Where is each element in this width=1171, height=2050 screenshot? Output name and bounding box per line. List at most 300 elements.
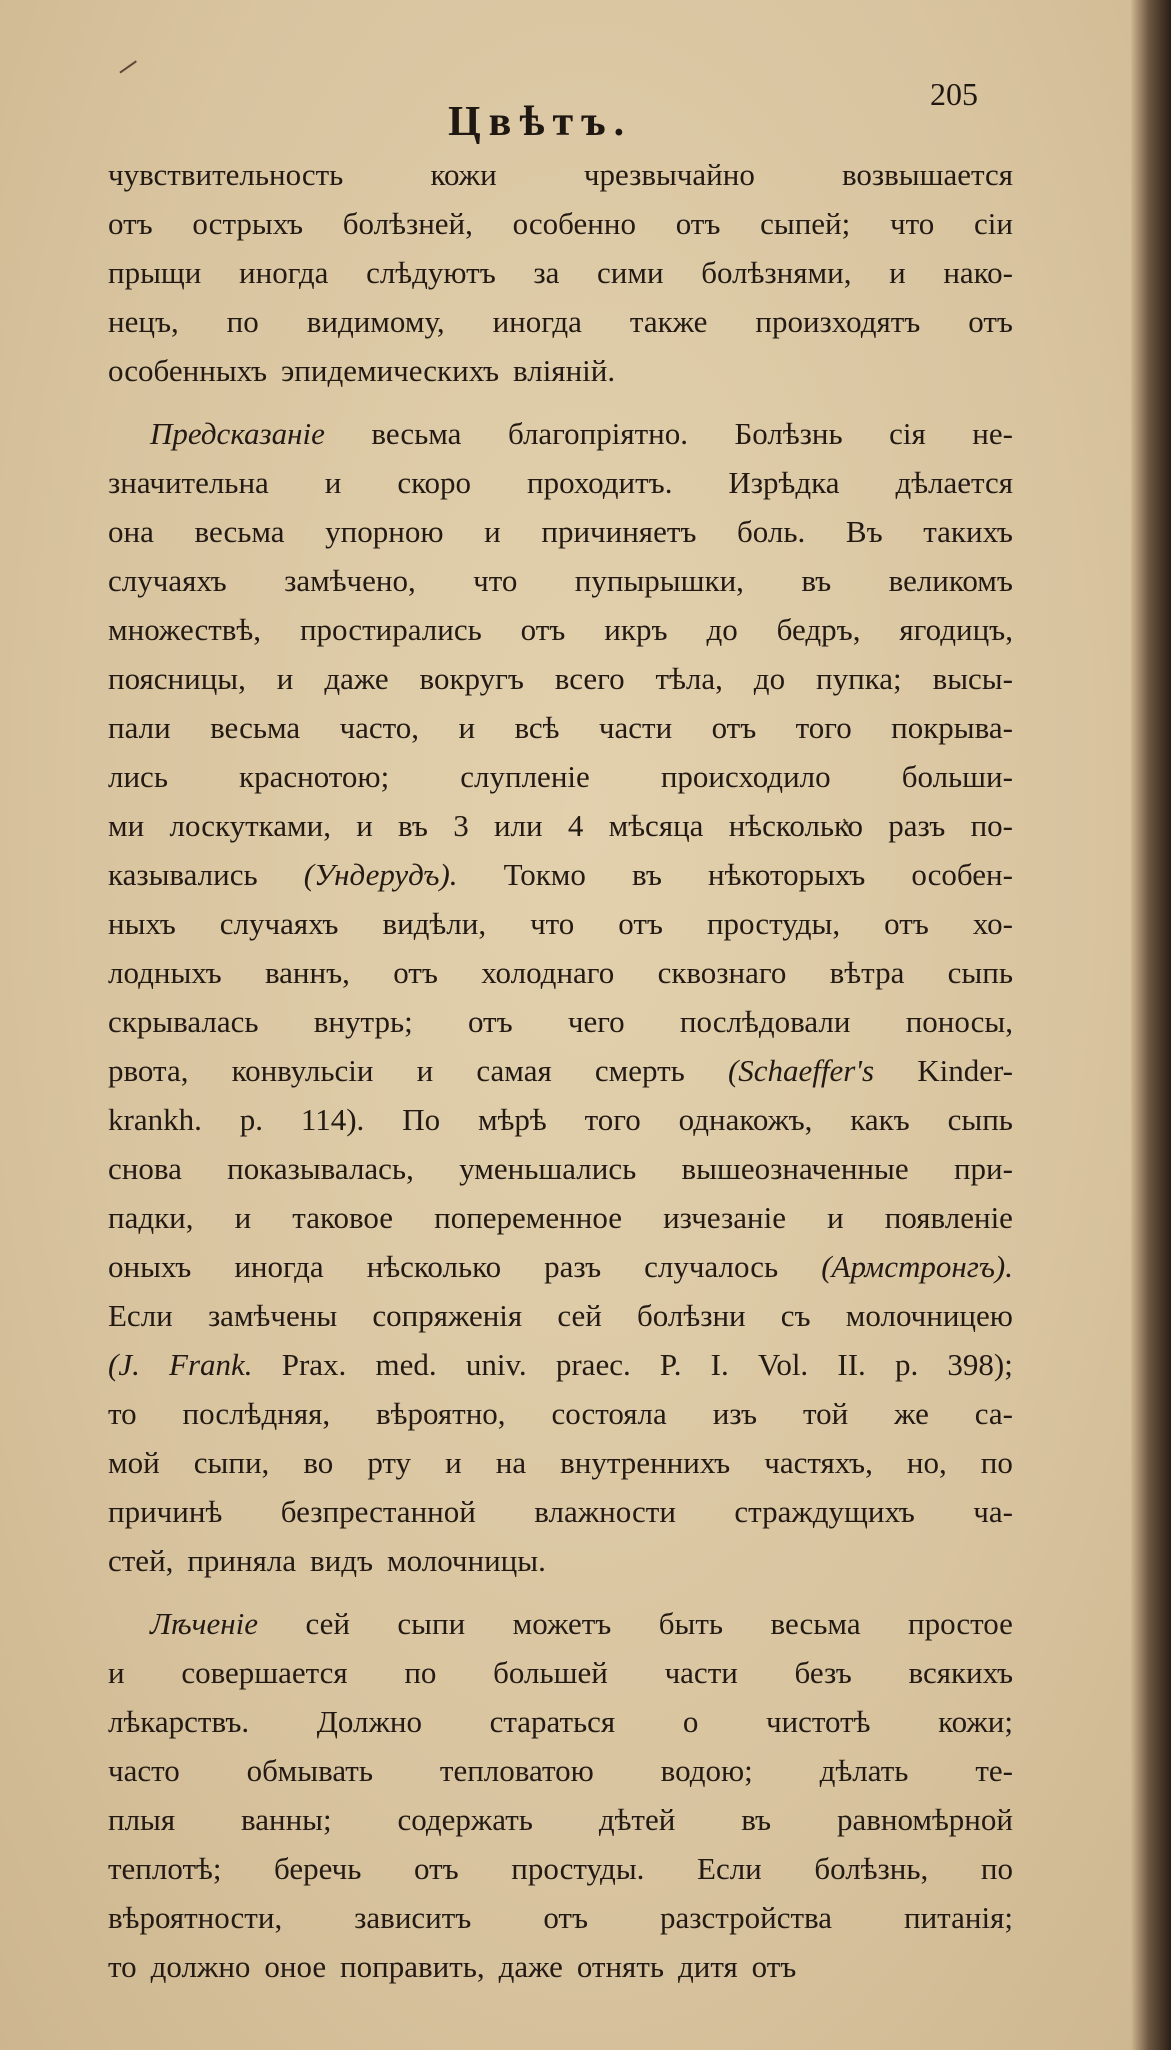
- word: тѣла,: [655, 661, 723, 696]
- word: снова: [108, 1151, 182, 1186]
- word: 398);: [947, 1347, 1013, 1382]
- word: чистотѣ: [765, 1704, 871, 1739]
- word: дитя: [677, 1949, 738, 1984]
- word: сіи: [973, 206, 1013, 241]
- word: стей,: [108, 1543, 174, 1578]
- word: отъ: [520, 612, 566, 647]
- word: P.: [659, 1347, 682, 1382]
- word: по-: [970, 808, 1013, 843]
- text-line: [108, 458, 1013, 507]
- word: дѣлать: [819, 1753, 909, 1788]
- text-line: [108, 150, 1013, 199]
- word: видъ: [310, 1543, 374, 1578]
- word: уменьшались: [459, 1151, 637, 1186]
- word: вокругъ: [419, 661, 524, 696]
- word: болѣзнь,: [814, 1851, 929, 1886]
- word: высы-: [932, 661, 1013, 696]
- word: смерть: [594, 1053, 685, 1088]
- word: иногда: [239, 255, 329, 290]
- word: даже: [498, 1949, 563, 1984]
- word: безпрестанной: [280, 1494, 476, 1529]
- word: поправить,: [340, 1949, 485, 1984]
- word: отъ: [675, 206, 721, 241]
- word: II.: [837, 1347, 866, 1382]
- word: беречь: [274, 1851, 362, 1886]
- word: Въ: [845, 514, 883, 549]
- word: сыпей;: [760, 206, 851, 241]
- word: ваннъ,: [264, 955, 350, 990]
- word: внутрь;: [313, 1004, 413, 1039]
- word: можетъ: [512, 1606, 612, 1641]
- word: Prax.: [281, 1347, 347, 1382]
- text-line: [108, 1242, 1013, 1291]
- word: и: [416, 1053, 434, 1088]
- word: скоро: [397, 465, 472, 500]
- word: великомъ: [888, 563, 1013, 598]
- word: и: [889, 255, 906, 290]
- text-line: [108, 1893, 1013, 1942]
- word: множествѣ,: [108, 612, 262, 647]
- word: той: [802, 1396, 849, 1431]
- word: во: [303, 1445, 334, 1480]
- word: I.: [710, 1347, 729, 1382]
- word: что: [889, 206, 935, 241]
- text-line: [108, 248, 1013, 297]
- word: то: [108, 1396, 137, 1431]
- word: таковое: [292, 1200, 394, 1235]
- word: по: [226, 304, 259, 339]
- word: хо-: [972, 906, 1013, 941]
- word: бедръ,: [776, 612, 861, 647]
- word: простуды.: [511, 1851, 645, 1886]
- word: икръ: [604, 612, 668, 647]
- word: причинѣ: [108, 1494, 223, 1529]
- text-line: [108, 1487, 1013, 1536]
- word: плыя: [108, 1802, 176, 1837]
- word: же: [894, 1396, 929, 1431]
- word: всего: [554, 661, 625, 696]
- word: и: [324, 465, 342, 500]
- word: острыхъ: [192, 206, 304, 241]
- word: отъ: [393, 955, 438, 990]
- word: до: [753, 661, 786, 696]
- word: Лѣченіе: [150, 1606, 258, 1641]
- word: и: [827, 1200, 844, 1235]
- word: лѣкарствъ.: [108, 1704, 250, 1739]
- word: те-: [975, 1753, 1013, 1788]
- word: самая: [476, 1053, 552, 1088]
- word: больши-: [901, 759, 1013, 794]
- text-line: [108, 948, 1013, 997]
- word: оныхъ: [108, 1249, 192, 1284]
- word: сыпь: [947, 1102, 1013, 1137]
- word: (Ундерудъ).: [303, 857, 458, 892]
- word: совершается: [181, 1655, 348, 1690]
- word: о: [682, 1704, 699, 1739]
- word: показывалась,: [227, 1151, 414, 1186]
- text-line: [108, 556, 1013, 605]
- word: весьма: [371, 416, 462, 451]
- word: что: [530, 906, 575, 941]
- word: отнять: [576, 1949, 665, 1984]
- word: болѣзни: [637, 1298, 746, 1333]
- word: появленіе: [884, 1200, 1013, 1235]
- word: изъ: [712, 1396, 758, 1431]
- word: части: [664, 1655, 738, 1690]
- text-line: [108, 1697, 1013, 1746]
- word: случаяхъ: [219, 906, 339, 941]
- word: сыпь: [947, 955, 1013, 990]
- body-text: [108, 150, 1013, 1991]
- word: пупырышки,: [574, 563, 744, 598]
- word: рту: [367, 1445, 412, 1480]
- word: Токмо: [503, 857, 586, 892]
- word: Изрѣдка: [728, 465, 840, 500]
- text-line: [108, 1746, 1013, 1795]
- word: простое: [908, 1606, 1013, 1641]
- pencil-mark: [119, 60, 136, 73]
- word: са-: [974, 1396, 1013, 1431]
- word: нако-: [943, 255, 1013, 290]
- word: отъ: [618, 906, 663, 941]
- word: p.: [239, 1102, 263, 1137]
- word: и: [108, 1655, 125, 1690]
- word: нѣсколько: [728, 808, 864, 843]
- word: 4: [567, 808, 584, 843]
- text-line: [108, 346, 1013, 395]
- word: съ: [780, 1298, 811, 1333]
- word: за: [533, 255, 560, 290]
- word: (J.: [108, 1347, 140, 1382]
- word: изчезаніе: [663, 1200, 787, 1235]
- word: эпидемическихъ: [280, 353, 500, 388]
- word: конвульсіи: [231, 1053, 374, 1088]
- word: но,: [906, 1445, 947, 1480]
- word: послѣдняя,: [182, 1396, 331, 1431]
- word: ныхъ: [108, 906, 176, 941]
- word: состояла: [551, 1396, 667, 1431]
- word: 114).: [300, 1102, 365, 1137]
- word: въ: [801, 563, 832, 598]
- word: дѣтей: [598, 1802, 676, 1837]
- word: рвота,: [108, 1053, 189, 1088]
- word: отъ: [543, 1900, 588, 1935]
- word: поясницы,: [108, 661, 246, 696]
- word: и: [458, 710, 476, 745]
- text-line: [108, 703, 1013, 752]
- word: замѣчено,: [284, 563, 416, 598]
- text-line: [108, 1144, 1013, 1193]
- word: p.: [894, 1347, 919, 1382]
- word: отъ: [413, 1851, 459, 1886]
- text-line: [108, 1389, 1013, 1438]
- word: холоднаго: [481, 955, 615, 990]
- word: пупка;: [816, 661, 902, 696]
- word: разъ: [888, 808, 946, 843]
- word: иногда: [234, 1249, 324, 1284]
- text-line: [108, 850, 1013, 899]
- word: Болѣзнь: [734, 416, 843, 451]
- word: по: [404, 1655, 437, 1690]
- word: водою;: [660, 1753, 753, 1788]
- word: кожи: [430, 157, 497, 192]
- word: сквознаго: [657, 955, 787, 990]
- word: 3: [453, 808, 469, 843]
- word: всѣ: [514, 710, 560, 745]
- word: вліяній.: [513, 353, 616, 388]
- word: особенныхъ: [108, 353, 268, 388]
- word: вѣроятно,: [376, 1396, 506, 1431]
- page-edge-shadow: [1131, 0, 1171, 2050]
- word: не-: [972, 416, 1013, 451]
- word: мой: [108, 1445, 160, 1480]
- word: по: [980, 1851, 1013, 1886]
- word: и: [356, 808, 373, 843]
- word: зависитъ: [354, 1900, 472, 1935]
- text-line: [108, 1536, 1013, 1585]
- word: Должно: [316, 1704, 422, 1739]
- word: и: [234, 1200, 252, 1235]
- word: приняла: [187, 1543, 297, 1578]
- word: часто: [108, 1753, 180, 1788]
- word: случалось: [644, 1249, 779, 1284]
- word: то: [108, 1949, 137, 1984]
- word: упорною: [325, 514, 444, 549]
- word: боль.: [737, 514, 806, 549]
- word: ягодицъ,: [899, 612, 1013, 647]
- page-number: 205: [930, 76, 978, 112]
- word: благопріятно.: [507, 416, 688, 451]
- text-line: [108, 199, 1013, 248]
- word: такихъ: [923, 514, 1013, 549]
- word: мѣсяца: [608, 808, 704, 843]
- word: отъ: [108, 206, 153, 241]
- word: быть: [658, 1606, 724, 1641]
- word: простирались: [299, 612, 482, 647]
- word: произходятъ: [755, 304, 921, 339]
- word: По: [402, 1102, 441, 1137]
- word: что: [473, 563, 518, 598]
- word: особен-: [911, 857, 1013, 892]
- word: лоскутками,: [169, 808, 331, 843]
- word: однакожъ,: [678, 1102, 813, 1137]
- word: послѣдовали: [679, 1004, 851, 1039]
- word: чрезвычайно: [583, 157, 755, 192]
- word: нѣкоторыхъ: [707, 857, 866, 892]
- word: попеременное: [434, 1200, 623, 1235]
- word: (Армстронгъ).: [821, 1249, 1013, 1284]
- word: praec.: [555, 1347, 631, 1382]
- word: видѣли,: [382, 906, 487, 941]
- word: слѣдуютъ: [366, 255, 496, 290]
- word: проходитъ.: [527, 465, 673, 500]
- word: сыпи,: [193, 1445, 270, 1480]
- word: Предсказаніе: [150, 416, 325, 451]
- text-line: [108, 1942, 1013, 1991]
- word: влажности: [534, 1494, 676, 1529]
- text-line: [108, 899, 1013, 948]
- word: вѣтра: [829, 955, 905, 990]
- word: часто,: [339, 710, 420, 745]
- word: лись: [108, 759, 168, 794]
- word: и: [276, 661, 294, 696]
- word: (Schaeffer's: [727, 1053, 875, 1088]
- word: того: [584, 1102, 641, 1137]
- text-line: [108, 654, 1013, 703]
- word: мѣрѣ: [477, 1102, 547, 1137]
- word: сими: [597, 255, 664, 290]
- word: Если: [108, 1298, 173, 1333]
- word: весьма: [210, 710, 301, 745]
- word: молочницы.: [387, 1543, 546, 1578]
- word: слупленіе: [460, 759, 590, 794]
- word: сей: [557, 1298, 602, 1333]
- word: отъ: [751, 1949, 797, 1984]
- word: возвышается: [842, 157, 1013, 192]
- text-line: [108, 1046, 1013, 1095]
- text-line: [108, 605, 1013, 654]
- word: случаяхъ: [108, 563, 227, 598]
- word: видимому,: [306, 304, 445, 339]
- word: krankh.: [108, 1102, 202, 1137]
- word: сей: [305, 1606, 350, 1641]
- word: падки,: [108, 1200, 194, 1235]
- word: казывались: [108, 857, 258, 892]
- text-line: [108, 1599, 1013, 1648]
- word: всякихъ: [908, 1655, 1013, 1690]
- text-line: [108, 1795, 1013, 1844]
- word: частяхъ,: [764, 1445, 873, 1480]
- word: того: [795, 710, 852, 745]
- word: по: [980, 1445, 1013, 1480]
- word: чего: [567, 1004, 625, 1039]
- text-line: [108, 801, 1013, 850]
- word: и: [484, 514, 501, 549]
- word: вѣроятности,: [108, 1900, 283, 1935]
- text-line: [108, 507, 1013, 556]
- word: весьма: [770, 1606, 861, 1641]
- word: она: [108, 514, 154, 549]
- word: Vol.: [757, 1347, 809, 1382]
- paragraph-gap: [108, 1585, 1013, 1599]
- word: поносы,: [905, 1004, 1013, 1039]
- word: должно: [150, 1949, 251, 1984]
- word: Если: [697, 1851, 762, 1886]
- word: теплотѣ;: [108, 1851, 222, 1886]
- word: въ: [398, 808, 428, 843]
- word: лодныхъ: [108, 955, 222, 990]
- text-line: [108, 1291, 1013, 1340]
- word: въ: [632, 857, 662, 892]
- word: отъ: [884, 906, 929, 941]
- word: univ.: [465, 1347, 527, 1382]
- word: med.: [375, 1347, 437, 1382]
- word: разстройства: [659, 1900, 833, 1935]
- word: значительна: [108, 465, 269, 500]
- word: Frank.: [169, 1347, 253, 1382]
- word: скрывалась: [108, 1004, 259, 1039]
- word: вышеозначенные: [681, 1151, 909, 1186]
- text-line: [108, 1844, 1013, 1893]
- running-title: Цвѣтъ.: [448, 99, 633, 145]
- word: ванны;: [241, 1802, 332, 1837]
- word: отъ: [968, 304, 1013, 339]
- word: нецъ,: [108, 304, 179, 339]
- word: сія: [889, 416, 926, 451]
- word: покрыва-: [891, 710, 1013, 745]
- word: молочницею: [845, 1298, 1013, 1333]
- word: происходило: [660, 759, 831, 794]
- text-line: [108, 1438, 1013, 1487]
- text-line: [108, 997, 1013, 1046]
- word: какъ: [850, 1102, 910, 1137]
- word: замѣчены: [207, 1298, 338, 1333]
- word: оное: [264, 1949, 327, 1984]
- word: равномѣрной: [836, 1802, 1013, 1837]
- word: большей: [493, 1655, 608, 1690]
- word: прыщи: [108, 255, 202, 290]
- word: Kinder-: [917, 1053, 1013, 1088]
- word: содержать: [397, 1802, 533, 1837]
- word: особенно: [512, 206, 636, 241]
- word: даже: [324, 661, 389, 696]
- word: также: [629, 304, 708, 339]
- word: питанія;: [904, 1900, 1013, 1935]
- paragraph-gap: [108, 395, 1013, 409]
- word: разъ: [544, 1249, 602, 1284]
- word: нѣсколько: [366, 1249, 502, 1284]
- word: простуды,: [706, 906, 841, 941]
- word: тепловатою: [439, 1753, 594, 1788]
- word: отъ: [711, 710, 757, 745]
- word: весьма: [194, 514, 285, 549]
- text-line: [108, 409, 1013, 458]
- word: краснотою;: [239, 759, 390, 794]
- text-line: [108, 1193, 1013, 1242]
- text-line: [108, 1340, 1013, 1389]
- word: ми: [108, 808, 145, 843]
- word: сопряженія: [372, 1298, 523, 1333]
- word: причиняетъ: [541, 514, 697, 549]
- word: иногда: [492, 304, 582, 339]
- text-line: [108, 297, 1013, 346]
- word: части: [598, 710, 673, 745]
- word: обмывать: [246, 1753, 373, 1788]
- word: болѣзней,: [342, 206, 473, 241]
- text-line: [108, 1648, 1013, 1697]
- word: стараться: [489, 1704, 616, 1739]
- word: болѣзнями,: [701, 255, 852, 290]
- word: страждущихъ: [734, 1494, 915, 1529]
- word: пали: [108, 710, 171, 745]
- word: ча-: [973, 1494, 1013, 1529]
- text-line: [108, 1095, 1013, 1144]
- word: или: [493, 808, 543, 843]
- word: отъ: [467, 1004, 513, 1039]
- word: внутреннихъ: [560, 1445, 731, 1480]
- word: на: [495, 1445, 527, 1480]
- word: чувствительность: [108, 157, 344, 192]
- word: дѣлается: [895, 465, 1013, 500]
- word: при-: [953, 1151, 1013, 1186]
- word: безъ: [794, 1655, 852, 1690]
- word: въ: [741, 1802, 772, 1837]
- word: до: [706, 612, 738, 647]
- word: и: [445, 1445, 462, 1480]
- text-line: [108, 752, 1013, 801]
- word: сыпи: [397, 1606, 466, 1641]
- word: кожи;: [938, 1704, 1013, 1739]
